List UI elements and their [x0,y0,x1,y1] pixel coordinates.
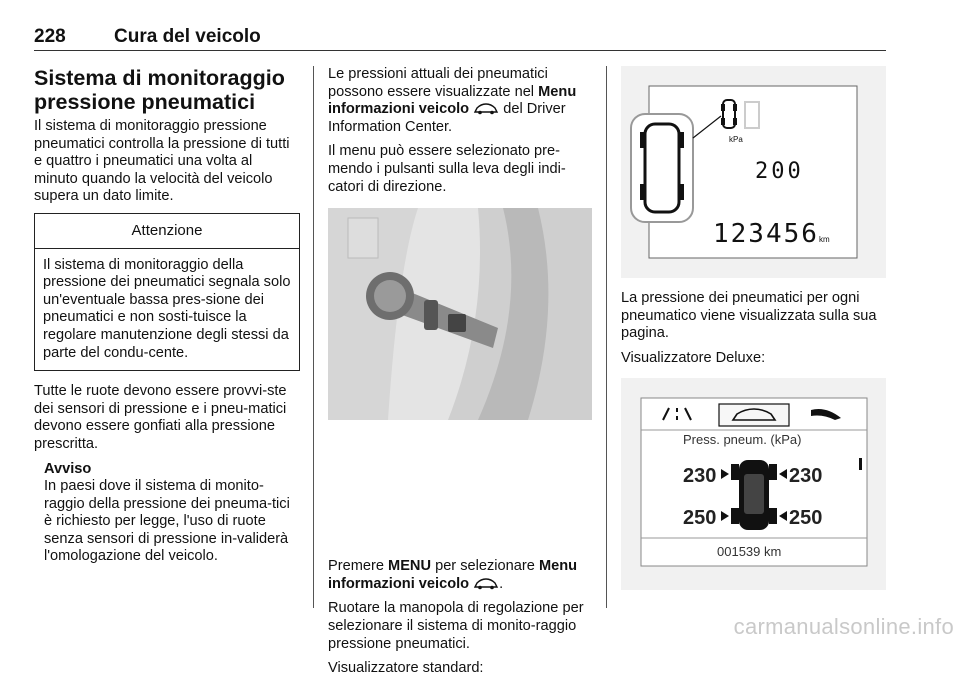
text-span: Le pressioni attuali dei pneumatici possono essere visualizzate nel [328,66,548,100]
page-header [34,24,886,51]
vehicle-info-menu-name: Menu informazioni veicolo [328,558,578,592]
column-1 [34,66,300,566]
deluxe-display-figure [621,378,886,590]
standard-display-illustration [621,66,886,278]
warning-title: Attenzione [35,214,299,249]
front-right-pressure: 230 [789,465,823,487]
text-span: Premere [328,558,384,575]
column-2 [328,66,592,685]
rear-left-pressure: 250 [683,507,717,529]
text-span: per selezionare [435,558,535,575]
vehicle-info-menu-name: Menu informazioni veicolo [328,83,577,118]
rotate-paragraph: Ruotare la manopola di regolazione per selezionare il sistema di monito-raggio pressione pneumatici. [328,600,584,652]
per-tire-paragraph: La pressione dei pneumatici per ogni pneumatico viene visualizzata sulla sua pagina. [621,290,877,342]
pressure-paragraph [328,66,592,136]
text-span: del Driver Information Center. [328,101,566,135]
standard-display-figure [621,66,886,278]
column-divider [313,66,314,608]
deluxe-odometer: 001539 km [717,544,782,559]
kpa-unit-label: kPa [729,135,743,144]
turn-signal-stalk-illustration [328,208,592,420]
column-divider [606,66,607,608]
deluxe-display-illustration [621,378,886,590]
odometer-unit: km [819,235,830,244]
column-3 [621,66,886,559]
car-icon [473,103,499,115]
menu-paragraph: Il menu può essere selezionato pre-mendo i pulsanti sulla leva degli indi-catori di direzione. [328,143,566,195]
deluxe-title: Press. pneum. (kPa) [683,432,802,447]
odometer-readout: 123456 [713,219,819,249]
sensor-paragraph: Tutte le ruote devono essere provvi-ste dei sensori di pressione e i pneu-matici devono essere gonfiati alla pressione prescritta. [34,383,287,452]
rear-right-pressure: 250 [789,507,823,529]
note-block [34,461,300,567]
intro-paragraph: Il sistema di monitoraggio pressione pneumatici controlla la pressione di tutti e quattro i pneumatici una volta al minuto quando la velocità del veicolo supera un dato limite. [34,118,290,205]
watermark: carmanualsonline.info [733,614,954,639]
pressure-readout: 200 [755,159,804,184]
warning-text: Il sistema di monitoraggio della pressione dei pneumatici segnala solo un'eventuale bassa pres-sione dei pneumatici e non sosti-tuisce la regolare manutenzione degli stessi da parte del condu-cente. [43,256,291,361]
note-text: In paesi dove il sistema di monito-raggio della pressione dei pneuma-tici è richiesto per legge, l'uso di ruote senza sensori di pressione in-validerà l'omologazione del veicolo. [44,478,290,565]
note-title: Avviso [44,460,92,477]
deluxe-display-label: Visualizzatore Deluxe: [621,349,766,366]
press-menu-paragraph: Premere MENU per selezionare Menu informazioni veicolo . [328,558,578,592]
standard-display-label: Visualizzatore standard: [328,660,484,677]
car-icon [473,578,499,590]
warning-box [34,213,300,371]
section-heading: Sistema di monitoraggio pressione pneumatici [34,66,285,114]
page-number: 228 [34,26,66,47]
chapter-title: Cura del veicolo [114,26,261,47]
menu-button-label: MENU [388,558,432,575]
stalk-figure [328,208,592,420]
front-left-pressure: 230 [683,465,717,487]
